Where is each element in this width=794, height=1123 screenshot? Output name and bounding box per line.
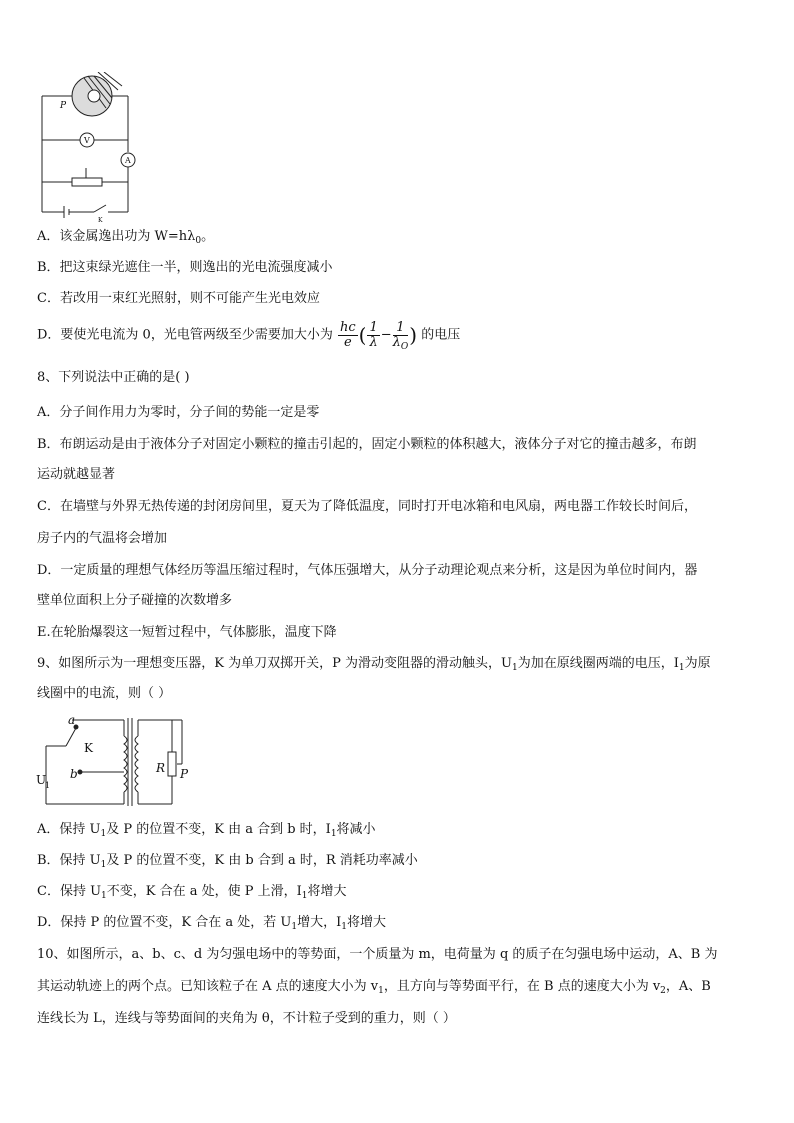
q7-option-b: B．把这束绿光遮住一半，则逸出的光电流强度减小 (37, 260, 333, 275)
resistor-r-label: R (156, 761, 166, 775)
q9-stem-line1: 9、如图所示为一理想变压器，K 为单刀双掷开关，P 为滑动变阻器的滑动触头，$U_1$为加在原线圈两端的电压，$I_1$为原 (37, 656, 711, 673)
voltage-u-sub: 1 (45, 781, 51, 790)
hc-over-e-fraction: $\frac{hc}{e}$ (339, 319, 356, 350)
q8-stem: 8、下列说法中正确的是( ) (37, 370, 190, 385)
q8-option-a: A．分子间作用力为零时，分子间的势能一定是零 (37, 405, 320, 420)
q10-stem-line2: 其运动轨迹上的两个点。已知该粒子在 A 点的速度大小为 $v_1$，且方向与等势面平行，在 B 点的速度大小为 $v_2$，A、B (37, 979, 711, 996)
terminal-b-label: b (70, 767, 78, 781)
q8-option-b-line1: B．布朗运动是由于液体分子对固定小颗粒的撞击引起的，固定小颗粒的体积越大，液体分子对它的撞击越多，布朗 (37, 437, 697, 452)
switch-k-label: K (84, 741, 93, 755)
plate-label: P (60, 101, 67, 111)
q7-option-c: C．若改用一束红光照射，则不可能产生光电效应 (37, 291, 320, 306)
q8-option-c-line2: 房子内的气温将会增加 (37, 531, 168, 546)
terminal-a-label: a (68, 713, 76, 727)
q9-option-b: B．保持 $U_1$及 P 的位置不变，K 由 b 合到 a 时，R 消耗功率减小 (37, 853, 418, 870)
ammeter-label: A (125, 156, 131, 165)
q8-option-d-line1: D．一定质量的理想气体经历等温压缩过程时，气体压强增大，从分子动理论观点来分析，这是因为单位时间内，器 (37, 563, 698, 578)
slider-p-label: P (180, 767, 189, 781)
q7-option-d: D．要使光电流为 0，光电管两级至少需要加大小为 $\frac{hc}{e}$ ( $\frac{1}{\lambda}$ − $\frac{1}{\lambda_O}$ ) 的电压 (37, 319, 461, 352)
q8-option-d-line2: 壁单位面积上分子碰撞的次数增多 (37, 593, 233, 608)
q8-option-b-line2: 运动就越显著 (37, 467, 116, 482)
q10-stem-line1: 10、如图所示，a、b、c、d 为匀强电场中的等势面，一个质量为 m，电荷量为 q 的质子在匀强电场中运动，A、B 为 (37, 947, 718, 962)
transformer-circuit-figure (36, 712, 196, 812)
voltmeter-label: V (84, 136, 90, 145)
q10-stem-line3: 连线长为 L，连线与等势面间的夹角为 θ，不计粒子受到的重力，则（ ） (37, 1011, 456, 1026)
q9-option-c: C．保持 $U_1$不变，K 合在 a 处，使 P 上滑，$I_1$将增大 (37, 884, 347, 901)
q9-stem-line2: 线圈中的电流，则（ ） (37, 686, 172, 701)
switch-label: K (98, 217, 103, 222)
q8-option-c-line1: C．在墙壁与外界无热传递的封闭房间里，夏天为了降低温度，同时打开电冰箱和电风扇，两电器工作较长时间后， (37, 499, 697, 514)
photoelectric-circuit-figure (36, 72, 146, 222)
q8-option-e: E.在轮胎爆裂这一短暂过程中，气体膨胀，温度下降 (37, 625, 337, 640)
voltage-u-label: U (36, 773, 47, 787)
q7-option-a: A．该金属逸出功为 $W=h\lambda_0$。 (37, 229, 215, 246)
q9-option-a: A．保持 $U_1$及 P 的位置不变，K 由 a 合到 b 时，$I_1$将减小 (37, 822, 376, 839)
q9-option-d: D．保持 P 的位置不变，K 合在 a 处，若 $U_1$增大，$I_1$将增大 (37, 915, 387, 932)
